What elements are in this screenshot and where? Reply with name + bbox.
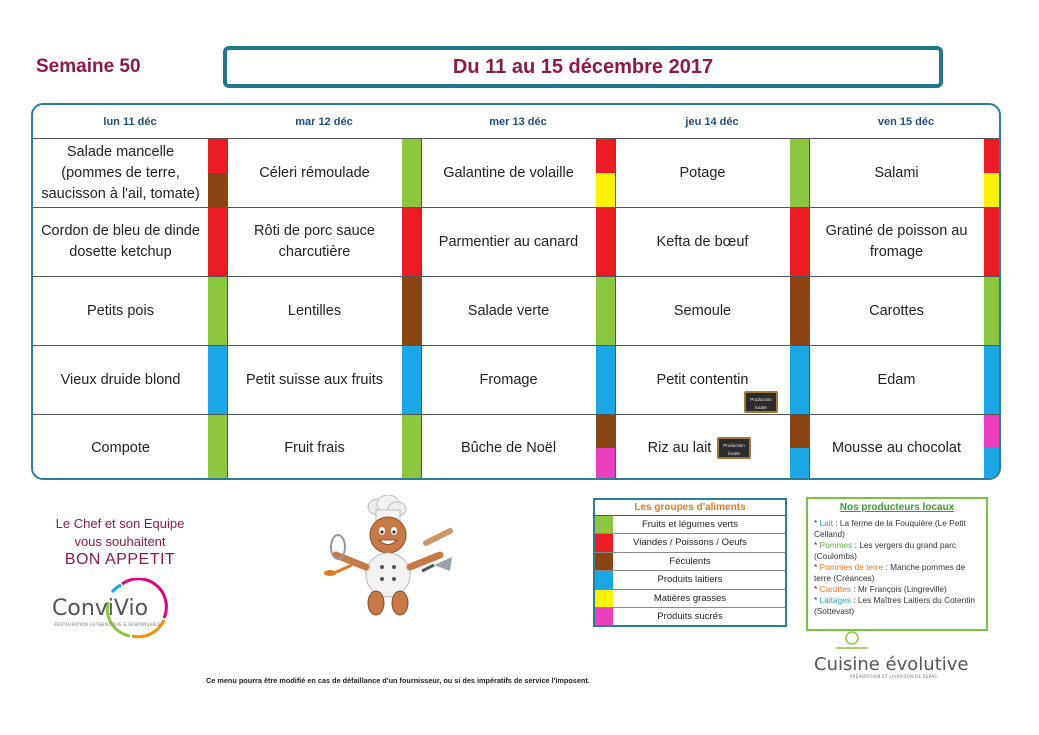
food-group-marker-fruits-legumes	[208, 415, 227, 480]
food-group-marker-feculents	[208, 173, 227, 207]
legend-item	[595, 571, 785, 589]
food-group-marker-fruits-legumes	[208, 277, 227, 345]
food-group-marker-matieres-grasses	[984, 173, 1001, 207]
food-group-marker-feculents	[402, 277, 421, 345]
cuisine-name: Cuisine évolutive	[814, 654, 969, 675]
food-group-marker-fruits-legumes	[790, 139, 809, 207]
convivio-logo	[52, 578, 182, 640]
legend-item	[595, 608, 785, 625]
food-group-marker-laitiers	[596, 346, 615, 414]
food-group-marker-laitiers	[984, 448, 1001, 480]
menu-item-mon-dessert: Compote	[91, 440, 150, 456]
food-group-marker-laitiers	[790, 448, 809, 480]
food-group-marker-viandes	[402, 208, 421, 276]
food-group-marker-matieres-grasses	[596, 173, 615, 207]
date-range-banner: Du 11 au 15 décembre 2017	[223, 46, 943, 88]
legend-swatch	[595, 590, 613, 607]
legend-label: Matières grasses	[653, 592, 727, 604]
menu-item-thu-dessert: Riz au lait	[647, 440, 712, 456]
local-production-badge: Production locale	[744, 391, 778, 413]
producer-key: Lait	[819, 518, 833, 528]
menu-item-tue-dairy: Petit suisse aux fruits	[246, 371, 383, 388]
menu-item-thu-dairy: Petit contentin	[656, 371, 749, 388]
legend-label: Viandes / Poissons / Oeufs	[633, 537, 747, 549]
menu-item-thu-side: Semoule	[673, 302, 732, 319]
food-group-marker-fruits-legumes	[596, 277, 615, 345]
menu-item-tue-starter: Céleri rémoulade	[259, 164, 370, 181]
menu-item-mon-main: Cordon de bleu de dinde dosette ketchup	[41, 223, 200, 260]
producer-key: Pommes	[819, 540, 853, 550]
food-group-marker-sucres	[596, 448, 615, 480]
cuisine-tagline: PRÉPARATION ET LIVRAISON DE REPAS	[850, 674, 938, 679]
legend-label: Produits sucrés	[657, 610, 723, 622]
food-group-marker-viandes	[208, 208, 227, 276]
disclaimer-text: Ce menu pourra être modifié en cas de défaillance d'un fournisseur, ou si des impératifs de service l'imposent.	[206, 676, 590, 685]
menu-item-wed-starter: Galantine de volaille	[443, 164, 574, 181]
producer-value: Les vergers du grand parc (Coulombs)	[814, 540, 957, 561]
food-group-marker-viandes	[208, 139, 227, 173]
menu-item-mon-side: Petits pois	[87, 302, 154, 319]
chef-message	[40, 515, 200, 569]
chef-line-2: vous souhaitent	[74, 534, 166, 549]
day-header-thu: jeu 14 déc	[685, 116, 739, 128]
legend-swatch	[595, 516, 613, 533]
local-production-badge: Production locale	[717, 437, 751, 459]
cuisine-evolutive-logo	[812, 630, 972, 680]
producer-pommes-de-terre: * Pommes de terre : Manche pommes de terre (Créances)	[814, 562, 966, 583]
producer-lait: * Lait : La ferme de la Fouquière (Le Petit Celland)	[814, 518, 966, 539]
gingerbread-chef-illustration	[322, 495, 458, 623]
menu-item-wed-dairy: Fromage	[479, 371, 538, 388]
day-header-mon: lun 11 déc	[103, 116, 157, 128]
food-group-marker-feculents	[790, 415, 809, 448]
menu-item-fri-side: Carottes	[869, 302, 924, 319]
menu-item-thu-starter: Potage	[679, 164, 726, 181]
menu-item-fri-main: Gratiné de poisson au fromage	[825, 223, 968, 260]
food-group-marker-feculents	[596, 415, 615, 448]
convivio-tagline: RESTAURATION AUTHENTIQUE & RESPONSABLE	[54, 622, 161, 627]
chef-line-1: Le Chef et son Equipe	[55, 516, 185, 531]
bon-appetit-text: BON APPETIT	[64, 551, 176, 568]
food-group-marker-viandes	[984, 208, 1001, 276]
producer-key: Pommes de terre	[819, 562, 884, 572]
legend-label: Produits laitiers	[657, 574, 723, 586]
producers-title: Nos producteurs locaux	[839, 502, 955, 513]
legend-swatch	[595, 534, 613, 551]
food-group-marker-viandes	[596, 139, 615, 173]
legend-label: Féculents	[669, 555, 711, 567]
food-group-marker-viandes	[984, 139, 1001, 173]
food-groups-legend	[593, 498, 787, 627]
menu-item-mon-dairy: Vieux druide blond	[60, 371, 181, 388]
legend-label: Fruits et légumes verts	[641, 519, 739, 530]
menu-item-wed-dessert: Bûche de Noël	[460, 440, 557, 456]
week-label: Semaine 50	[36, 56, 141, 77]
producer-carottes: * Carottes : Mr François (Lingreville)	[814, 584, 947, 594]
legend-item	[595, 553, 785, 571]
producer-key: Laitages	[819, 595, 851, 605]
producer-value: Mr François (Lingreville)	[857, 584, 947, 594]
convivio-name: ConviVio	[52, 596, 149, 621]
day-header-tue: mar 12 déc	[295, 116, 353, 128]
food-group-marker-viandes	[790, 208, 809, 276]
menu-item-fri-dessert: Mousse au chocolat	[832, 440, 961, 456]
food-group-marker-fruits-legumes	[402, 139, 421, 207]
menu-item-mon-starter: Salade mancelle (pommes de terre, saucisson à l'ail, tomate)	[41, 143, 200, 202]
legend-item	[595, 516, 785, 534]
menu-item-tue-dessert: Fruit frais	[284, 440, 345, 456]
legend-swatch	[595, 608, 613, 625]
menu-item-fri-starter: Salami	[874, 164, 919, 181]
local-producers-box	[806, 497, 988, 631]
legend-item	[595, 534, 785, 552]
producer-value: Les Maîtres Laitiers du Cotentin (Sottevast)	[814, 595, 975, 616]
menu-table	[31, 103, 1001, 480]
day-header-fri: ven 15 déc	[877, 116, 935, 128]
menu-item-wed-side: Salade verte	[467, 302, 550, 319]
food-group-marker-fruits-legumes	[402, 415, 421, 480]
producer-key: Carottes	[819, 584, 851, 594]
legend-title: Les groupes d'aliments	[595, 500, 785, 516]
menu-item-wed-main: Parmentier au canard	[438, 233, 579, 250]
food-group-marker-laitiers	[984, 346, 1001, 414]
food-group-marker-feculents	[790, 277, 809, 345]
food-group-marker-viandes	[596, 208, 615, 276]
producer-value: La ferme de la Fouquière (Le Petit Celland)	[814, 518, 966, 539]
food-group-marker-laitiers	[402, 346, 421, 414]
menu-item-thu-main: Kefta de bœuf	[656, 233, 749, 250]
producer-value: Manche pommes de terre (Créances)	[814, 562, 966, 583]
menu-item-tue-main: Rôti de porc sauce charcutière	[254, 223, 375, 260]
producer-pommes: * Pommes : Les vergers du grand parc (Coulombs)	[814, 540, 957, 561]
menu-item-tue-side: Lentilles	[287, 302, 342, 319]
producer-laitages: * Laitages : Les Maîtres Laitiers du Cotentin (Sottevast)	[814, 595, 975, 616]
food-group-marker-laitiers	[790, 346, 809, 414]
food-group-marker-sucres	[984, 415, 1001, 448]
legend-swatch	[595, 553, 613, 570]
legend-swatch	[595, 571, 613, 588]
cuisine-cloche-icon	[832, 630, 872, 652]
food-group-marker-fruits-legumes	[984, 277, 1001, 345]
day-header-wed: mer 13 déc	[489, 116, 547, 128]
legend-item	[595, 590, 785, 608]
food-group-marker-laitiers	[208, 346, 227, 414]
menu-item-fri-dairy: Edam	[877, 371, 916, 388]
